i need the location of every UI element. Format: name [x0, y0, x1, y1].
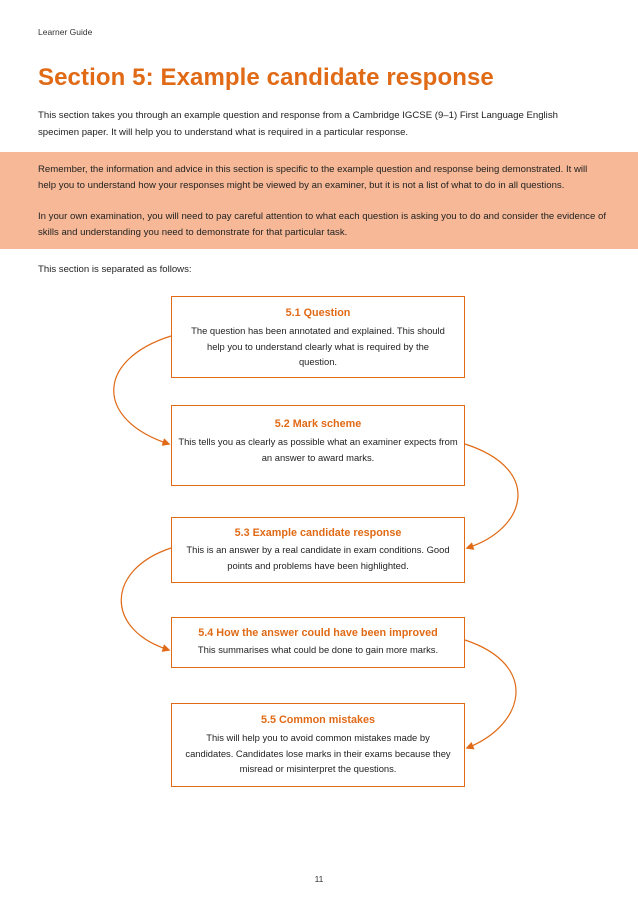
running-header: Learner Guide	[38, 27, 93, 37]
callout-paragraph-1: Remember, the information and advice in this section is specific to the example question and response being demonstrated. It will help you to understand how your responses might be viewed by an examiner, but it is not a list of what to do in all questions.	[38, 164, 588, 191]
arrow-2-to-3	[465, 444, 518, 548]
step-title: 5.5 Common mistakes	[260, 714, 375, 726]
section-note: This section is separated as follows:	[38, 264, 192, 275]
page-number: 11	[314, 874, 324, 884]
step-box-example-response	[171, 517, 465, 583]
intro-paragraph: This section takes you through an example question and response from a Cambridge IGCSE (9–1) First Language English specimen paper. It will help you to understand what is required in a particular response.	[38, 110, 558, 138]
step-title: 5.1 Question	[285, 307, 351, 319]
step-description: This tells you as clearly as possible what an examiner expects from an answer to award marks.	[178, 436, 458, 463]
step-title: 5.3 Example candidate response	[234, 527, 402, 539]
section-title: Section 5: Example candidate response	[38, 64, 494, 91]
step-title: 5.2 Mark scheme	[274, 418, 362, 430]
step-title: 5.4 How the answer could have been improved	[198, 627, 438, 639]
step-description: This will help you to avoid common mistakes made by candidates. Candidates lose marks in their exams because they misread or misinterpret the questions.	[185, 732, 451, 774]
arrow-4-to-5	[465, 640, 516, 748]
step-box-mark-scheme	[171, 405, 465, 486]
step-description: This summarises what could be done to gain more marks.	[197, 644, 439, 655]
callout-paragraph-2: In your own examination, you will need to pay careful attention to what each question is asking you to do and consider the evidence of skills and understanding you need to demonstrate for that particular task.	[38, 211, 606, 238]
step-box-question	[171, 296, 465, 378]
step-box-common-mistakes	[171, 703, 465, 787]
arrow-3-to-4	[121, 548, 171, 650]
step-box-improvements	[171, 617, 465, 668]
arrow-1-to-2	[114, 336, 171, 444]
step-description: This is an answer by a real candidate in exam conditions. Good points and problems have been highlighted.	[186, 544, 450, 571]
step-description: The question has been annotated and explained. This should help you to understand clearly what is required by the question.	[191, 325, 445, 367]
